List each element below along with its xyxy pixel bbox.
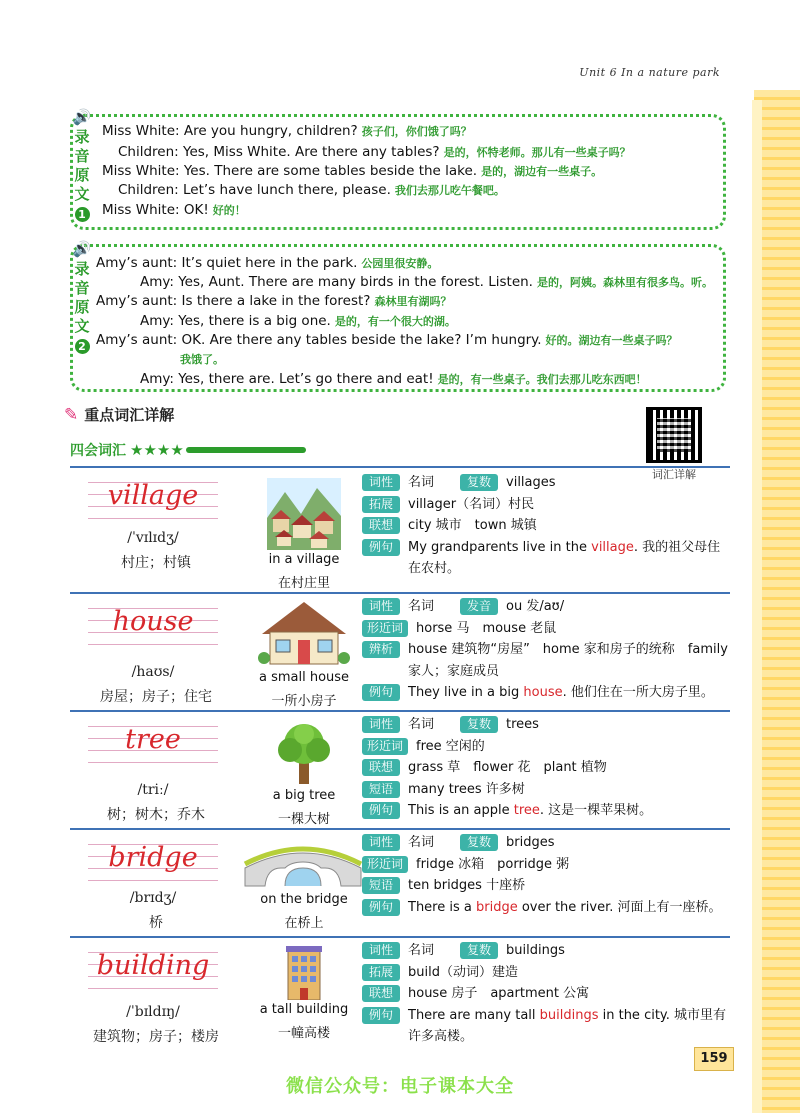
dialog-2-label: 录音原文 xyxy=(74,260,90,335)
page-edge-inner xyxy=(752,100,762,1113)
dialog-1-line: Children: Yes, Miss White. Are there any tables? 是的，怀特老师。那儿有一些桌子吗？ xyxy=(118,144,631,160)
dialog-1-line: Miss White: OK! 好的！ xyxy=(102,202,246,218)
section-title-text: 重点词汇详解 xyxy=(84,406,175,424)
bridge-illustration xyxy=(238,842,368,888)
detail-row: 形近词 horse 马 mouse 老鼠 xyxy=(362,618,732,640)
dialog-2-line: Amy: Yes, there are. Let’s go there and eat! 是的，有一些桌子。我们去那儿吃东西吧！ xyxy=(140,371,647,387)
dialog-2-line: Amy’s aunt: OK. Are there any tables beside the lake? I’m hungry. 好的。湖边有一些桌子吗？ xyxy=(96,332,678,348)
dialog-1-line: Children: Let’s have lunch there, please. 我们去那儿吃午餐吧。 xyxy=(118,182,505,198)
dialog-2-line: Amy: Yes, there is a big one. 是的，有一个很大的湖。 xyxy=(140,313,456,329)
footer-watermark: 微信公众号：电子课本大全 xyxy=(286,1076,514,1097)
word-writing-lines xyxy=(88,720,218,766)
picture-caption-cn: 一幢高楼 xyxy=(277,1026,330,1041)
qr-label: 词汇详解 xyxy=(652,468,696,481)
picture-caption-en: a small house xyxy=(258,670,350,685)
picture-caption-en: in a village xyxy=(268,552,340,567)
dialog-2-line: 我饿了。 xyxy=(180,353,224,366)
level-label: 四会词汇 xyxy=(70,443,126,459)
vocab-details xyxy=(362,714,732,822)
vocab-details xyxy=(362,472,732,580)
example-row: 例句 There is a bridge over the river. 河面上有一座桥。 xyxy=(362,897,732,919)
vocab-entry-tree xyxy=(70,710,730,826)
vocab-meaning: 村庄；村镇 xyxy=(121,555,191,571)
picture-caption-cn: 在桥上 xyxy=(284,916,324,931)
word-writing-lines xyxy=(88,476,218,522)
vocab-word: house xyxy=(112,606,194,637)
detail-row: 拓展 villager（名词）村民 xyxy=(362,494,732,516)
dialog-2-line: Amy’s aunt: Is there a lake in the forest? 森林里有湖吗？ xyxy=(96,293,452,309)
house-illustration xyxy=(250,600,358,666)
picture-caption-en: a tall building xyxy=(259,1002,349,1017)
dialog-2-number: 2 xyxy=(75,339,90,354)
dialog-1-label: 录音原文 xyxy=(74,128,90,203)
detail-row: 辨析 house 建筑物“房屋” home 家和房子的统称 family 家人；家庭成员 xyxy=(362,639,732,682)
detail-row: 词性 名词 复数 villages xyxy=(362,472,732,494)
speaker-icon[interactable]: 🔊 xyxy=(72,108,92,126)
qr-code[interactable] xyxy=(646,407,702,463)
picture-caption-en: a big tree xyxy=(272,788,336,803)
vocab-word: building xyxy=(96,950,210,981)
detail-row: 形近词 fridge 冰箱 porridge 粥 xyxy=(362,854,732,876)
vocab-entry-village xyxy=(70,466,730,590)
picture-caption-en: on the bridge xyxy=(260,892,348,907)
dialog-1-line: Miss White: Are you hungry, children? 孩子们，你们饿了吗？ xyxy=(102,123,472,139)
page-number: 159 xyxy=(694,1047,734,1071)
detail-row: 形近词 free 空闲的 xyxy=(362,736,732,758)
vocab-meaning: 桥 xyxy=(149,915,163,931)
unit-header: Unit 6 In a nature park xyxy=(579,66,720,79)
detail-row: 词性 名词 发音 ou 发/aʊ/ xyxy=(362,596,732,618)
word-writing-lines xyxy=(88,838,218,884)
vocab-meaning: 树；树木；乔木 xyxy=(107,807,205,823)
building-illustration xyxy=(250,944,358,1000)
dialog-2-line: Amy: Yes, Aunt. There are many birds in the forest. Listen. 是的，阿姨。森林里有很多鸟。听。 xyxy=(140,274,713,290)
detail-row: 拓展 build（动词）建造 xyxy=(362,962,732,984)
vocab-meaning: 房屋；房子；住宅 xyxy=(100,689,212,705)
detail-row: 词性 名词 复数 trees xyxy=(362,714,732,736)
vocab-phonetic: /ˈbɪldɪŋ/ xyxy=(126,1004,180,1020)
vocab-word: village xyxy=(107,480,199,511)
vocab-entry-house xyxy=(70,592,730,708)
vocab-word: tree xyxy=(125,724,181,755)
level-heading xyxy=(70,440,306,460)
tree-illustration xyxy=(250,722,358,786)
dialog-1-tag xyxy=(72,108,92,223)
village-illustration xyxy=(250,478,358,550)
pencil-icon: ✎ xyxy=(64,404,79,425)
detail-row: 联想 city 城市 town 城镇 xyxy=(362,515,732,537)
vocab-meaning: 建筑物；房子；楼房 xyxy=(93,1029,219,1045)
dialog-2-line: Amy’s aunt: It’s quiet here in the park. 公园里很安静。 xyxy=(96,255,439,271)
picture-caption-cn: 在村庄里 xyxy=(277,576,330,591)
star-rating: ★★★★ xyxy=(130,441,184,459)
dialog-1-line: Miss White: Yes. There are some tables beside the lake. 是的，湖边有一些桌子。 xyxy=(102,163,603,179)
vocab-details xyxy=(362,596,732,704)
word-writing-lines xyxy=(88,946,218,992)
vocab-details xyxy=(362,832,732,918)
vocab-entry-building xyxy=(70,936,730,1048)
vocab-entry-bridge xyxy=(70,828,730,934)
example-row: 例句 There are many tall buildings in the city. 城市里有许多高楼。 xyxy=(362,1005,732,1048)
detail-row: 词性 名词 复数 buildings xyxy=(362,940,732,962)
vocab-phonetic: /ˈvɪlɪdʒ/ xyxy=(127,530,179,546)
vocab-phonetic: /brɪdʒ/ xyxy=(129,890,177,906)
dialog-1-number: 1 xyxy=(75,207,90,222)
vocab-phonetic: /triː/ xyxy=(137,782,169,798)
word-writing-lines xyxy=(88,602,218,648)
detail-row: 联想 house 房子 apartment 公寓 xyxy=(362,983,732,1005)
detail-row: 词性 名词 复数 bridges xyxy=(362,832,732,854)
detail-row: 联想 grass 草 flower 花 plant 植物 xyxy=(362,757,732,779)
vocab-word: bridge xyxy=(108,842,198,873)
dialog-2-tag xyxy=(72,240,92,355)
picture-caption-cn: 一所小房子 xyxy=(271,694,337,709)
level-bar xyxy=(186,447,306,453)
section-title xyxy=(64,404,174,425)
detail-row: 短语 ten bridges 十座桥 xyxy=(362,875,732,897)
vocab-phonetic: /haʊs/ xyxy=(131,664,175,680)
example-row: 例句 My grandparents live in the village. 我的祖父母住在农村。 xyxy=(362,537,732,580)
picture-caption-cn: 一棵大树 xyxy=(277,812,330,827)
example-row: 例句 This is an apple tree. 这是一棵苹果树。 xyxy=(362,800,732,822)
example-row: 例句 They live in a big house. 他们住在一所大房子里。 xyxy=(362,682,732,704)
speaker-icon[interactable]: 🔊 xyxy=(72,240,92,258)
detail-row: 短语 many trees 许多树 xyxy=(362,779,732,801)
vocab-details xyxy=(362,940,732,1048)
